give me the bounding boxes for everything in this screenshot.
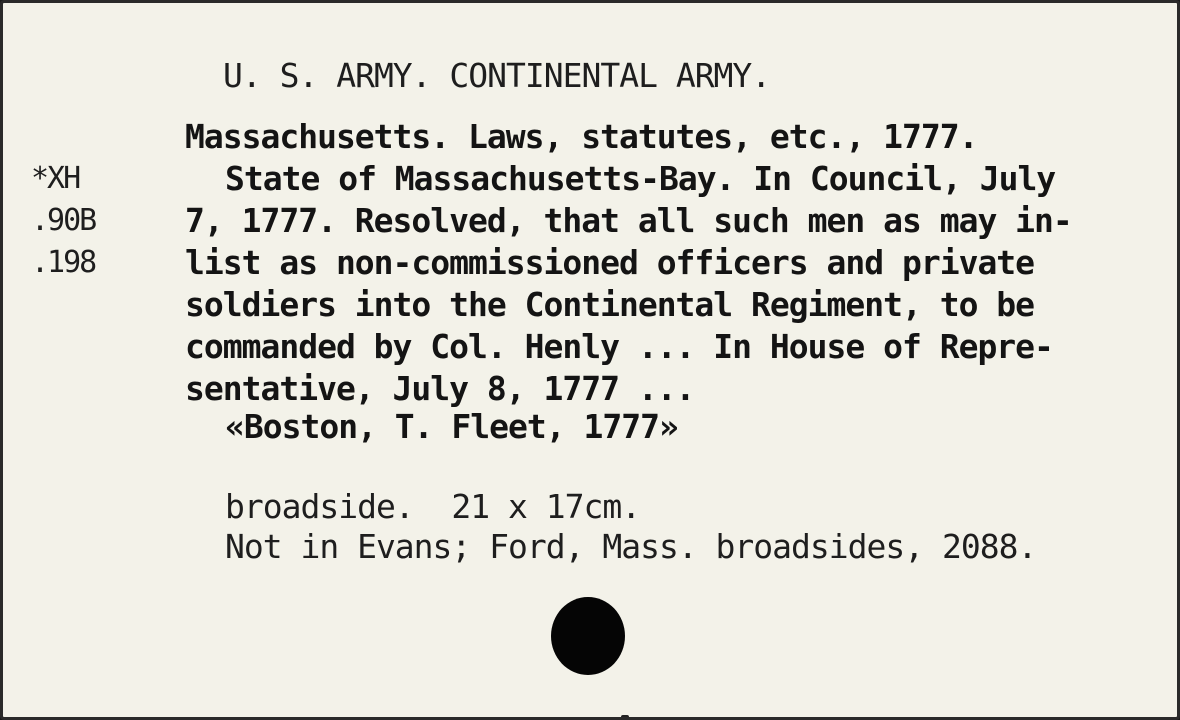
main-entry-heading: Massachusetts. Laws, statutes, etc., 1777. bbox=[185, 117, 978, 156]
title-line: soldiers into the Continental Regiment, to be bbox=[185, 285, 1035, 324]
call-number-line-2: .90B bbox=[31, 203, 96, 238]
imprint: «Boston, T. Fleet, 1777» bbox=[225, 407, 678, 446]
title-line: sentative, July 8, 1777 ... bbox=[185, 369, 695, 408]
reference-note: Not in Evans; Ford, Mass. broadsides, 2088. bbox=[225, 527, 1037, 566]
title-line: commanded by Col. Henly ... In House of Repre- bbox=[185, 327, 1053, 366]
call-number-line-1: *XH bbox=[31, 161, 80, 196]
title-line: State of Massachusetts-Bay. In Council, July bbox=[225, 159, 1056, 198]
ink-smudge bbox=[621, 715, 629, 720]
subject-heading: U. S. ARMY. CONTINENTAL ARMY. bbox=[223, 56, 771, 95]
title-line: 7, 1777. Resolved, that all such men as may in- bbox=[185, 201, 1072, 240]
punch-hole bbox=[551, 597, 625, 675]
title-line: list as non-commissioned officers and private bbox=[185, 243, 1035, 282]
call-number-line-3: .198 bbox=[31, 245, 96, 280]
physical-description: broadside. 21 x 17cm. bbox=[225, 487, 641, 526]
